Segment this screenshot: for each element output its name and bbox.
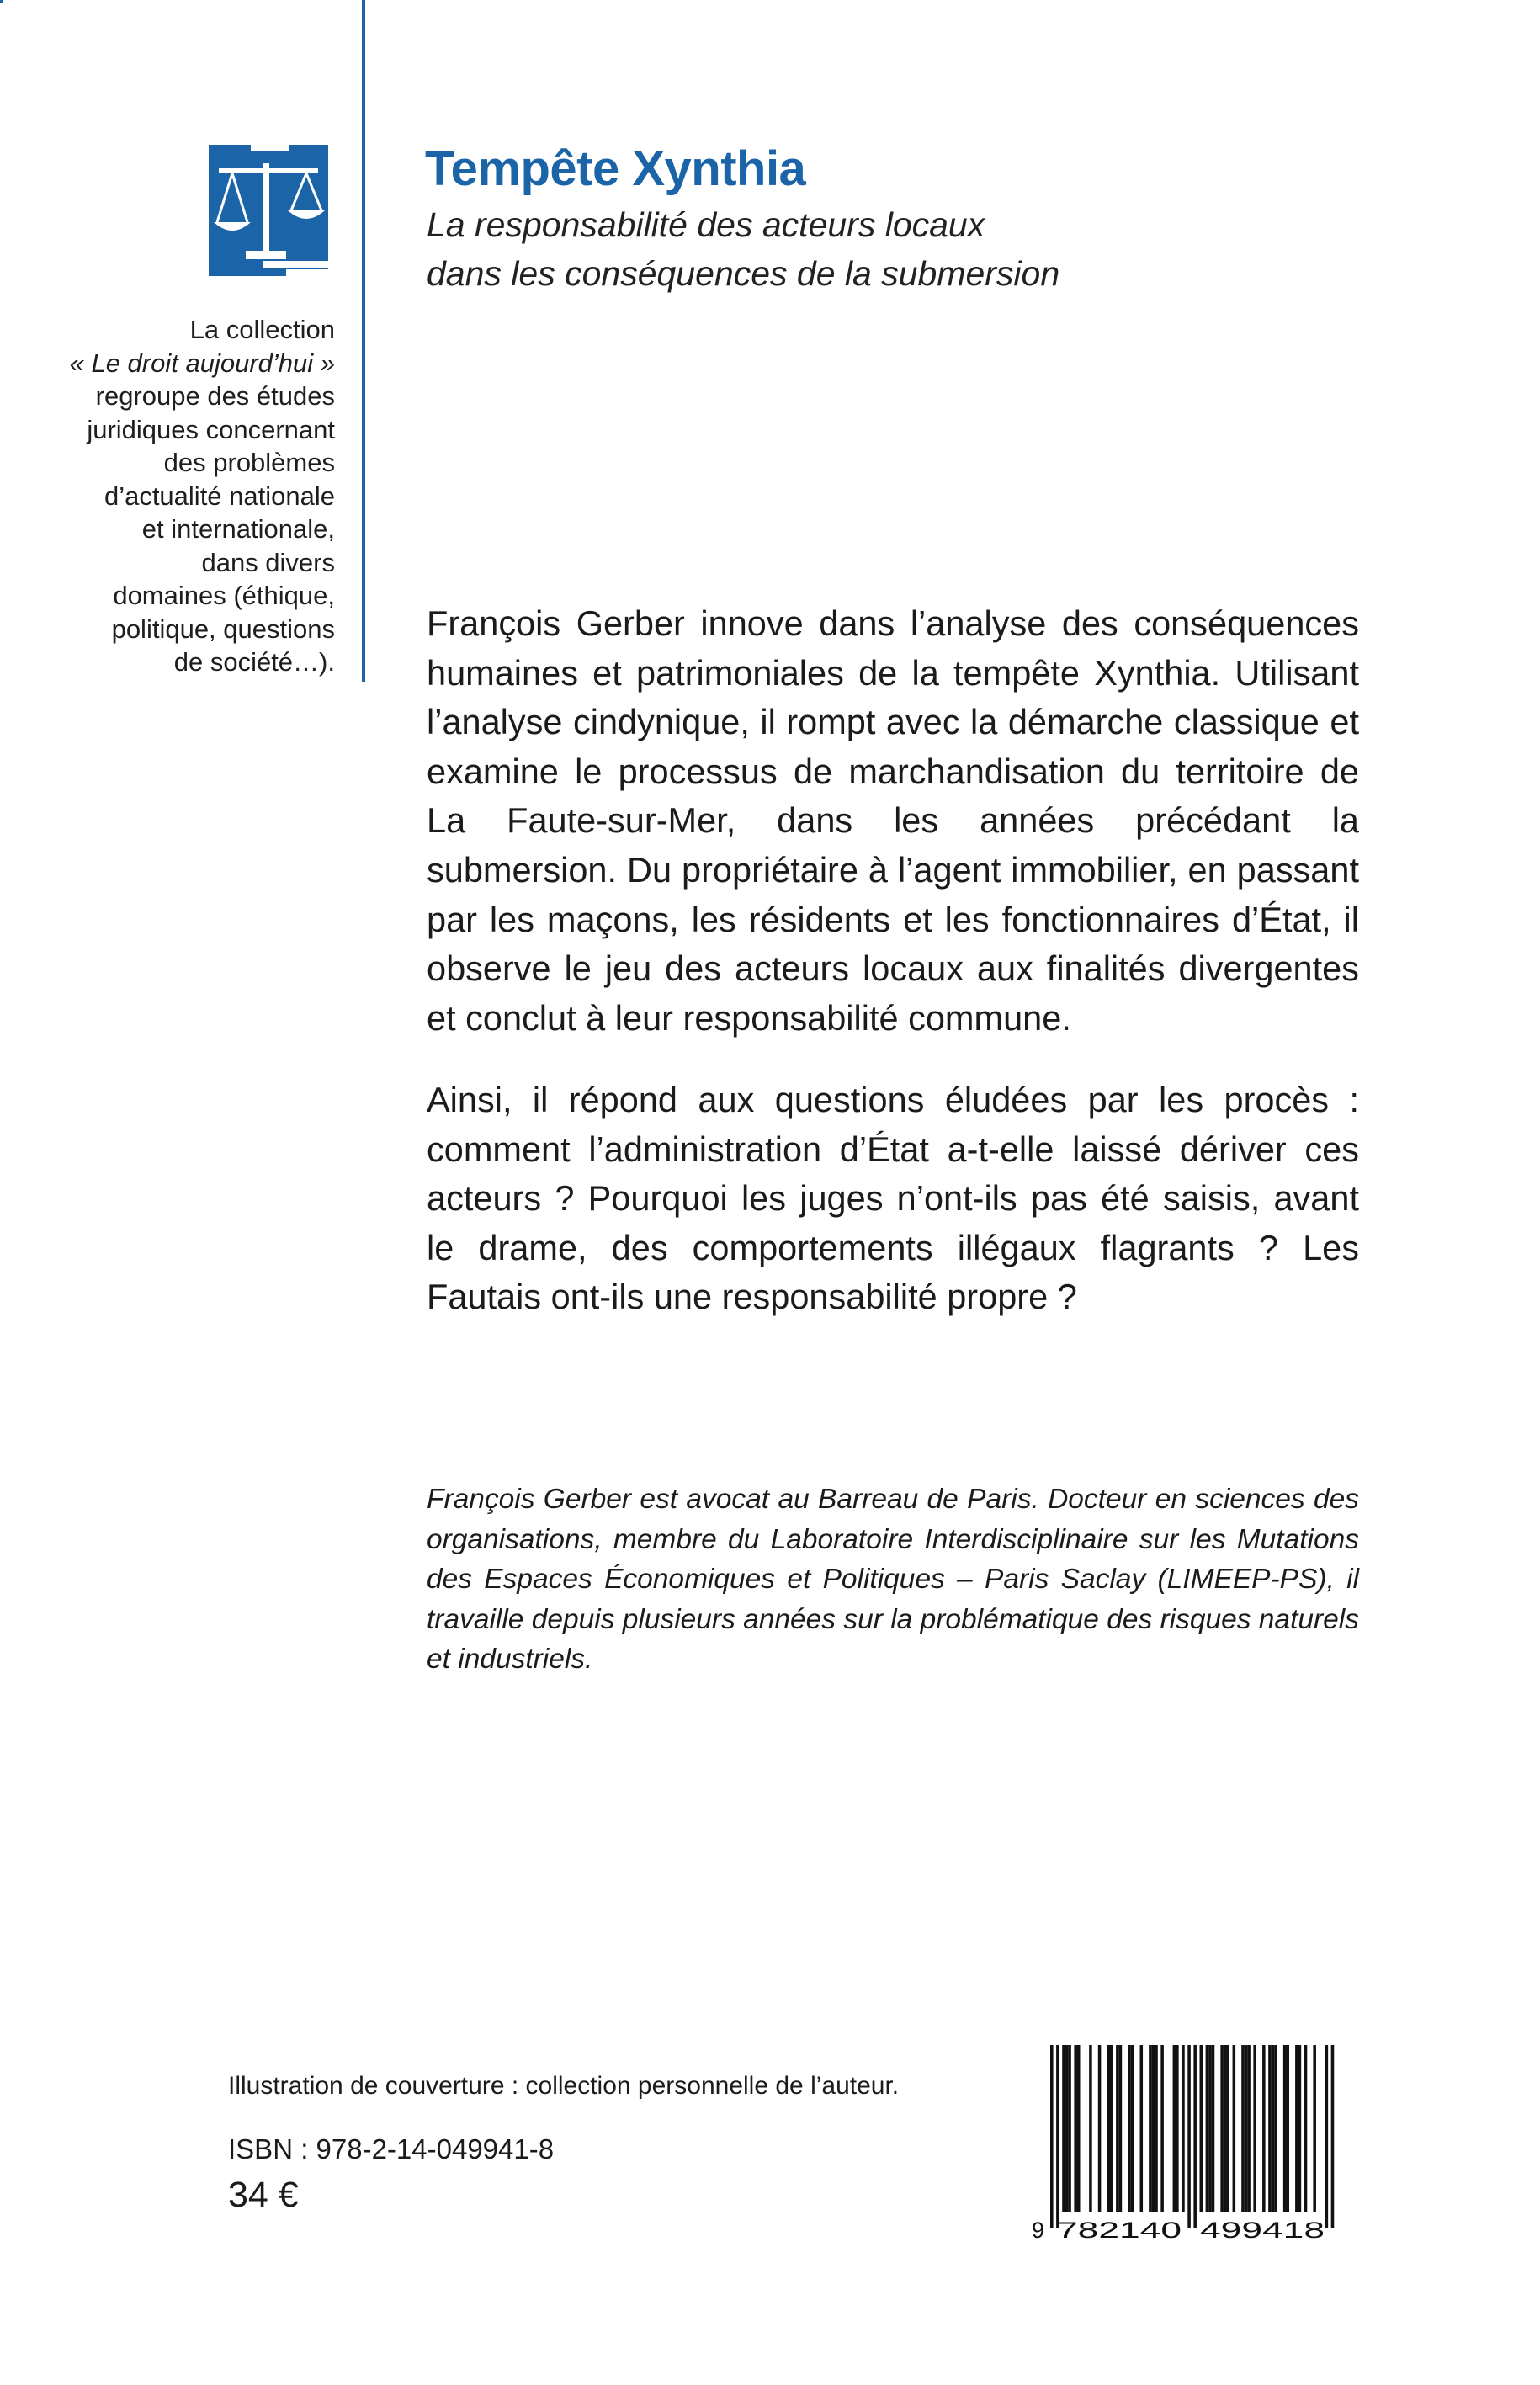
author-bio <box>427 1479 1359 1680</box>
barcode-bar <box>1233 2045 1236 2212</box>
barcode-bar <box>1152 2045 1155 2212</box>
barcode-bar <box>1274 2045 1277 2212</box>
scales-of-justice-icon <box>209 145 328 276</box>
barcode-bar <box>1283 2045 1287 2212</box>
collection-line: de société…). <box>173 647 335 677</box>
summary-paragraph-2: Ainsi, il répond aux questions éludées par les procès : comment l’administration d’État a-t-elle laissé dériver ces acteurs ? Pourquoi les juges n’ont-ils pas été saisis, avant le drame, des comportements illégaux flagrants ? Les Fautais ont-ils une responsabilité propre ? <box>427 1080 1359 1317</box>
barcode-bar <box>1128 2045 1131 2212</box>
barcode-bar <box>1331 2045 1335 2228</box>
barcode-bar <box>1074 2045 1077 2212</box>
barcode-bar <box>1160 2045 1164 2212</box>
barcode-bar <box>1182 2045 1185 2212</box>
collection-line: domaines (éthique, <box>113 581 335 610</box>
collection-line <box>57 347 335 380</box>
collection-line: des problèmes <box>163 448 335 477</box>
barcode-bar <box>1068 2045 1071 2212</box>
barcode-bar <box>1062 2045 1065 2212</box>
isbn: ISBN : 978-2-14-049941-8 <box>228 2133 555 2165</box>
barcode-bar <box>1187 2045 1191 2228</box>
collection-line: d’actualité nationale <box>104 481 335 511</box>
book-subtitle <box>427 200 1184 298</box>
barcode-bar <box>1286 2045 1289 2212</box>
barcode-bar <box>1245 2045 1248 2212</box>
collection-line: politique, questions <box>111 614 335 644</box>
barcode-bar <box>1131 2045 1134 2212</box>
price: 34 € <box>228 2175 299 2215</box>
collection-line: juridiques concernant <box>87 414 335 444</box>
subtitle-line: dans les conséquences de la submersion <box>427 254 1060 293</box>
barcode-bar <box>1193 2045 1197 2228</box>
barcode-digits <box>1032 2218 1325 2243</box>
barcode-bars <box>1050 2045 1334 2228</box>
barcode-bar <box>1119 2045 1123 2212</box>
barcode-bar <box>1050 2045 1054 2228</box>
barcode-bar <box>1056 2045 1059 2228</box>
author-name: François Gerber <box>427 1484 632 1515</box>
barcode-digit-group: 499418 <box>1200 2218 1325 2243</box>
barcode-bar <box>1206 2045 1209 2212</box>
corner-mark <box>0 0 3 3</box>
barcode-bar <box>1212 2045 1215 2212</box>
barcode-bar <box>1107 2045 1110 2212</box>
barcode-bar <box>1241 2045 1245 2212</box>
barcode-bar <box>1247 2045 1251 2212</box>
barcode-bar <box>1065 2045 1069 2212</box>
collection-line: La collection <box>189 315 335 344</box>
barcode-bar <box>1313 2045 1316 2212</box>
barcode-bar <box>1272 2045 1275 2212</box>
barcode-bar <box>1295 2045 1298 2212</box>
barcode-bar <box>1253 2045 1256 2212</box>
barcode-bar <box>1110 2045 1113 2212</box>
barcode-bar <box>1149 2045 1152 2212</box>
barcode-digit-group: 782140 <box>1057 2218 1182 2243</box>
barcode-bar <box>1262 2045 1266 2212</box>
barcode-bar <box>1268 2045 1272 2212</box>
barcode-bar <box>1155 2045 1158 2212</box>
vertical-rule <box>362 0 365 682</box>
barcode-bar <box>1140 2045 1144 2212</box>
barcode-bar <box>1176 2045 1179 2212</box>
barcode-bar <box>1325 2045 1329 2228</box>
barcode-bar <box>1208 2045 1212 2212</box>
collection-line: dans divers <box>201 547 335 577</box>
barcode-bar <box>1200 2045 1203 2212</box>
book-title: Tempête Xynthia <box>425 141 806 196</box>
subtitle-line: La responsabilité des acteurs locaux <box>427 205 985 244</box>
barcode-bar <box>1098 2045 1102 2212</box>
collection-name: « Le droit aujourd’hui » <box>69 348 335 378</box>
barcode-bar <box>1077 2045 1081 2212</box>
summary-paragraph-1: François Gerber innove dans l’analyse des conséquences humaines et patrimoniales de la tempête Xynthia. Utilisant l’analyse cindynique, il rompt avec la démarche classique et examine le processus de marchandisation du territoire de La Faute-sur-Mer, dans les années précédant la submersion. Du propriétaire à l’agent immobilier, en passant par les maçons, les résidents et les fonctionnaires d’État, il observe le jeu des acteurs locaux aux finalités divergentes et conclut à leur responsabilité commune. <box>427 603 1359 1038</box>
barcode-bar <box>1226 2045 1229 2212</box>
barcode-bar <box>1173 2045 1176 2212</box>
barcode-bar <box>1089 2045 1092 2212</box>
collection-blurb <box>57 313 335 679</box>
barcode-bar <box>1116 2045 1119 2212</box>
barcode-bar <box>1220 2045 1224 2212</box>
collection-line: et internationale, <box>141 514 335 544</box>
cover-credit: Illustration de couverture : collection personnelle de l’auteur. <box>228 2072 900 2100</box>
collection-line: regroupe des études <box>95 381 335 411</box>
barcode <box>1032 2045 1348 2243</box>
barcode-digit-first: 9 <box>1032 2218 1045 2243</box>
barcode-bar <box>1298 2045 1302 2212</box>
author-bio-text: est avocat au Barreau de Paris. Docteur en sciences des organisations, membre du Laboratoire Interdisciplinaire sur les Mutations des Espaces Économiques et Politiques – Paris Saclay (LIMEEP-PS), il travaille depuis plusieurs années sur la problématique des risques naturels et industriels. <box>427 1484 1359 1675</box>
barcode-bar <box>1304 2045 1308 2212</box>
barcode-bar <box>1224 2045 1227 2212</box>
